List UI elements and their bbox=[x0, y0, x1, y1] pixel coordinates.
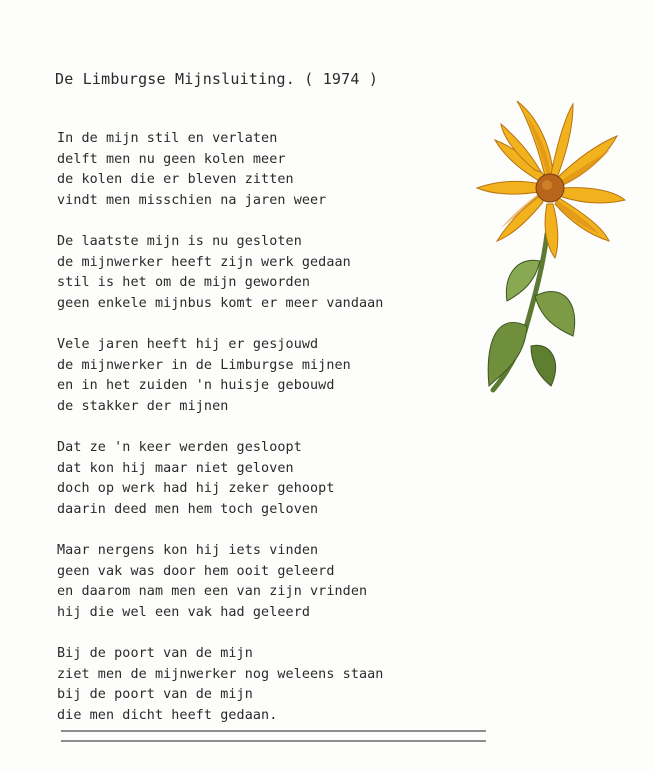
double-underline-divider bbox=[61, 730, 486, 742]
flower-leaf bbox=[535, 292, 575, 336]
poem-line: doch op werk had hij zeker gehoopt bbox=[57, 481, 335, 496]
poem-line: Dat ze 'n keer werden gesloopt bbox=[57, 440, 302, 455]
flower-leaf bbox=[488, 322, 527, 386]
stanza-2 bbox=[57, 232, 497, 314]
flower-leaf bbox=[531, 345, 556, 386]
poem-body bbox=[57, 129, 497, 747]
poem-line: de mijnwerker in de Limburgse mijnen bbox=[57, 357, 351, 373]
poem-line: dat kon hij maar niet geloven bbox=[57, 460, 294, 476]
poem-line: delft men nu geen kolen meer bbox=[57, 151, 286, 167]
stanza-4 bbox=[57, 438, 497, 520]
poem-line: en daarom nam men een van zijn vrinden bbox=[57, 584, 368, 599]
poem-line: bij de poort van de mijn bbox=[57, 687, 253, 702]
poem-line: Maar nergens kon hij iets vinden bbox=[57, 543, 319, 558]
poem-line: de mijnwerker heeft zijn werk gedaan bbox=[57, 254, 351, 270]
poem-line: daarin deed men hem toch geloven bbox=[57, 501, 319, 517]
poem-line: de kolen die er bleven zitten bbox=[57, 172, 294, 187]
poem-line: en in het zuiden 'n huisje gebouwd bbox=[57, 378, 335, 393]
stanza-6 bbox=[57, 644, 497, 726]
stanza-5 bbox=[57, 541, 497, 623]
poem-line: Vele jaren heeft hij er gesjouwd bbox=[57, 337, 319, 352]
poem-line: De laatste mijn is nu gesloten bbox=[57, 234, 302, 249]
poem-line: ziet men de mijnwerker nog weleens staan bbox=[57, 666, 384, 682]
poem-title: De Limburgse Mijnsluiting. ( 1974 ) bbox=[55, 70, 379, 88]
poem-line: die men dicht heeft gedaan. bbox=[57, 707, 278, 723]
poem-line: hij die wel een vak had geleerd bbox=[57, 604, 311, 620]
flower-illustration bbox=[455, 96, 630, 396]
poem-line: stil is het om de mijn geworden bbox=[57, 275, 311, 290]
poem-line: geen vak was door hem ooit geleerd bbox=[57, 563, 335, 579]
poem-line: Bij de poort van de mijn bbox=[57, 646, 253, 661]
poem-line: vindt men misschien na jaren weer bbox=[57, 192, 327, 208]
poem-line: In de mijn stil en verlaten bbox=[57, 131, 278, 146]
stanza-1 bbox=[57, 129, 497, 211]
poem-line: geen enkele mijnbus komt er meer vandaan bbox=[57, 295, 384, 311]
poem-line: de stakker der mijnen bbox=[57, 398, 229, 414]
stanza-3 bbox=[57, 335, 497, 417]
